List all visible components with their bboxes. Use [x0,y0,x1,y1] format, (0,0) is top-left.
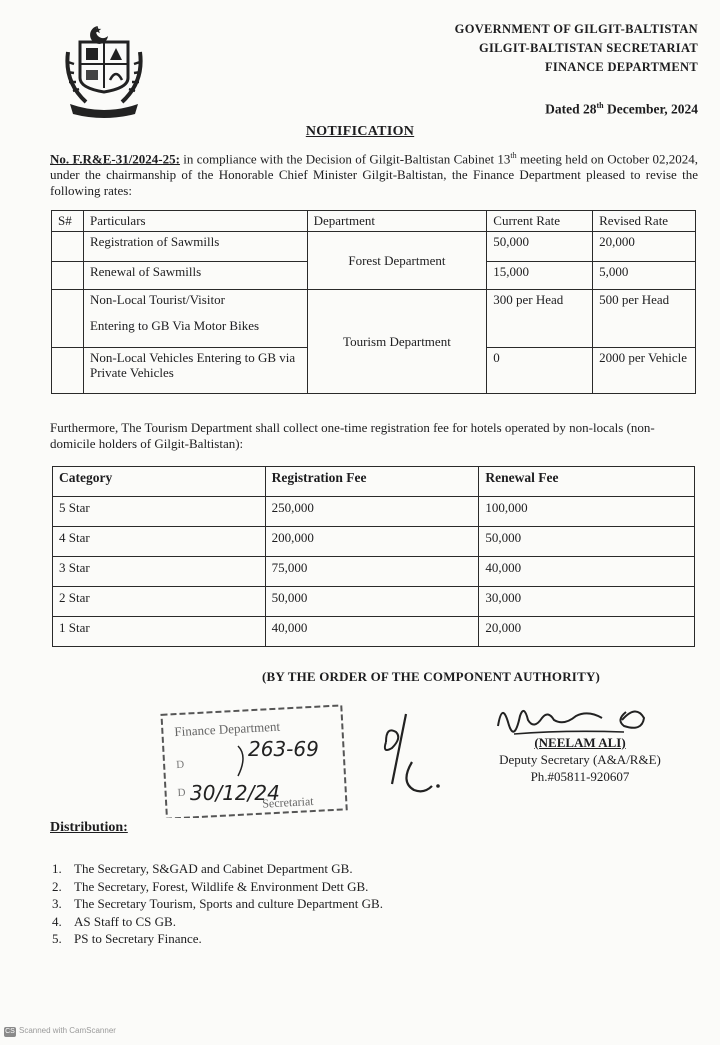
receipt-stamp [160,700,350,818]
list-number: 5. [52,931,62,946]
order-line: (BY THE ORDER OF THE COMPONENT AUTHORITY) [262,669,601,684]
distribution-heading: Distribution: [50,820,128,835]
list-text: The Secretary Tourism, Sports and culture Department GB. [74,896,383,911]
table-row [52,232,696,262]
header-department: Department [307,211,487,232]
date-suffix: th [596,101,604,110]
particular-line-2: Entering to GB Via Motor Bikes [89,318,260,333]
intro-paragraph [50,148,698,199]
officer-block [470,734,690,785]
revised-rate-cell: 500 per Head [593,290,696,348]
particular-cell [83,290,307,348]
list-item [52,860,383,878]
header-category: Category [53,467,266,497]
header-renewal-fee: Renewal Fee [479,467,695,497]
table-row [53,497,695,527]
list-item [52,878,383,896]
stamp-secretariat-text: Secretariat [261,794,314,811]
date-rest: December, 2024 [603,101,698,117]
list-text: PS to Secretary Finance. [74,931,202,946]
stamp-office-text: Finance Department [174,718,281,740]
intro-sup: th [510,151,517,160]
department-cell: Tourism Department [307,290,487,394]
header-registration-fee: Registration Fee [265,467,479,497]
header-sno: S# [52,211,84,232]
particular-cell: Registration of Sawmills [83,232,307,262]
particular-cell: Non-Local Vehicles Entering to GB via Private Vehicles [83,348,307,394]
hotel-fee-table [52,466,695,647]
scanner-watermark [4,1026,116,1037]
notification-title: NOTIFICATION [305,124,415,139]
date-prefix: Dated 28 [545,101,597,117]
header-secretariat: GILGIT-BALTISTAN SECRETARIAT [478,41,698,55]
header-department: FINANCE DEPARTMENT [545,60,698,74]
renewal-fee-cell: 100,000 [479,497,695,527]
distribution-list [52,860,383,948]
table-row [53,587,695,617]
registration-fee-cell: 50,000 [265,587,479,617]
renewal-fee-cell: 30,000 [479,587,695,617]
revised-rate-cell: 2000 per Vehicle [593,348,696,394]
current-rate-cell: 300 per Head [487,290,593,348]
revised-rate-cell: 5,000 [593,262,696,290]
current-rate-cell: 50,000 [487,232,593,262]
registration-fee-cell: 75,000 [265,557,479,587]
list-number: 3. [52,896,62,911]
registration-fee-cell: 250,000 [265,497,479,527]
stamp-date: 30/12/24 [190,781,280,805]
sno-cell [52,348,84,394]
particular-line-1: Non-Local Tourist/Visitor [89,292,225,307]
list-item [52,913,383,931]
list-number: 2. [52,878,62,894]
table-row [53,557,695,587]
table-row [53,527,695,557]
category-cell: 4 Star [53,527,266,557]
stamp-number: 263-69 [248,737,319,761]
renewal-fee-cell: 20,000 [479,617,695,647]
government-header [455,20,698,77]
registration-fee-cell: 200,000 [265,527,479,557]
registration-fee-cell: 40,000 [265,617,479,647]
renewal-fee-cell: 40,000 [479,557,695,587]
category-cell: 2 Star [53,587,266,617]
svg-text:D: D [177,786,186,800]
table-row [53,617,695,647]
renewal-fee-cell: 50,000 [479,527,695,557]
rates-table [51,210,696,394]
rates-header-row [52,211,696,232]
intro-text-2: meeting held on October 02,2024, under the chairmanship of the Honorable Chief Minister Gilgit-Baltistan, the Finance Department pleased to revise the following rates: [50,151,698,199]
category-cell: 5 Star [53,497,266,527]
officer-name: (NEELAM ALI) [534,735,626,750]
hotel-header-row [53,467,695,497]
header-government: GOVERNMENT OF GILGIT-BALTISTAN [454,22,698,36]
sno-cell [52,232,84,262]
camscanner-icon: CS [5,1028,15,1035]
category-cell: 1 Star [53,617,266,647]
officer-designation: Deputy Secretary (A&A/R&E) [499,752,661,767]
list-text: AS Staff to CS GB. [74,913,176,929]
list-number: 4. [52,913,62,929]
intro-text-1: in compliance with the Decision of Gilgit-Baltistan Cabinet 13 [179,151,511,167]
handwritten-initials [376,712,446,796]
svg-text:D: D [175,758,185,772]
officer-phone: Ph.#05811-920607 [530,769,630,784]
watermark-text: Scanned with CamScanner [19,1026,116,1035]
current-rate-cell: 15,000 [487,262,593,290]
list-number: 1. [52,861,62,876]
list-text: The Secretary, S&GAD and Cabinet Department GB. [74,861,353,876]
header-revised-rate: Revised Rate [593,211,696,232]
sno-cell [52,262,84,290]
department-cell: Forest Department [307,232,487,290]
list-text: The Secretary, Forest, Wildlife & Environment Dett GB. [74,878,369,894]
revised-rate-cell: 20,000 [593,232,696,262]
government-emblem-icon [62,22,146,118]
header-particulars: Particulars [83,211,307,232]
sno-cell [52,290,84,348]
list-item [52,895,383,913]
furthermore-paragraph: Furthermore, The Tourism Department shall collect one-time registration fee for hotels operated by non-locals (non-domicile holders of Gilgit-Baltistan): [50,420,655,451]
list-item [52,930,383,948]
header-current-rate: Current Rate [487,211,593,232]
current-rate-cell: 0 [487,348,593,394]
category-cell: 3 Star [53,557,266,587]
notification-reference: No. F.R&E-31/2024-25: [50,151,180,167]
particular-cell: Renewal of Sawmills [83,262,307,290]
date-line [545,101,698,118]
table-row [52,290,696,348]
